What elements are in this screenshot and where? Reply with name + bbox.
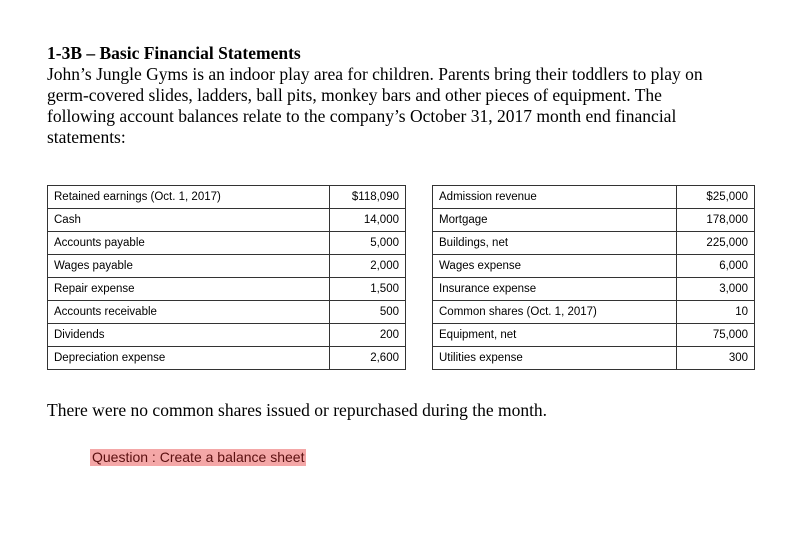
intro-line: following account balances relate to the company’s October 31, 2017 month end financial <box>47 106 677 126</box>
account-balance: 3,000 <box>677 278 755 301</box>
table-row <box>48 209 406 232</box>
problem-intro <box>47 64 767 148</box>
intro-line: John’s Jungle Gyms is an indoor play area for children. Parents bring their toddlers to play on <box>47 64 703 84</box>
problem-title: 1-3B – Basic Financial Statements <box>47 43 301 63</box>
account-balance: 14,000 <box>330 209 406 232</box>
account-balance: $118,090 <box>330 186 406 209</box>
account-name: Dividends <box>48 324 330 347</box>
intro-line: statements: <box>47 127 126 147</box>
table-row <box>433 232 755 255</box>
account-balances-table-right <box>432 185 755 370</box>
account-balance: 300 <box>677 347 755 370</box>
account-name: Insurance expense <box>433 278 677 301</box>
account-balance: 10 <box>677 301 755 324</box>
account-balance: $25,000 <box>677 186 755 209</box>
table-row <box>48 232 406 255</box>
table-row <box>433 301 755 324</box>
table-row <box>48 301 406 324</box>
table-row <box>433 209 755 232</box>
account-name: Cash <box>48 209 330 232</box>
table-row <box>48 324 406 347</box>
table-row <box>433 347 755 370</box>
account-name: Mortgage <box>433 209 677 232</box>
account-name: Repair expense <box>48 278 330 301</box>
table-row <box>433 255 755 278</box>
account-balance: 5,000 <box>330 232 406 255</box>
account-name: Buildings, net <box>433 232 677 255</box>
intro-line: germ-covered slides, ladders, ball pits, monkey bars and other pieces of equipment. The <box>47 85 662 105</box>
account-name: Accounts payable <box>48 232 330 255</box>
account-name: Retained earnings (Oct. 1, 2017) <box>48 186 330 209</box>
table-row <box>433 324 755 347</box>
account-balance: 500 <box>330 301 406 324</box>
account-name: Accounts receivable <box>48 301 330 324</box>
account-balance: 225,000 <box>677 232 755 255</box>
account-name: Common shares (Oct. 1, 2017) <box>433 301 677 324</box>
account-balance: 2,600 <box>330 347 406 370</box>
account-name: Equipment, net <box>433 324 677 347</box>
account-balance: 1,500 <box>330 278 406 301</box>
account-name: Utilities expense <box>433 347 677 370</box>
account-name: Wages payable <box>48 255 330 278</box>
account-balance: 2,000 <box>330 255 406 278</box>
table-row <box>433 278 755 301</box>
table-row <box>48 186 406 209</box>
question-highlight: Question : Create a balance sheet <box>92 449 305 465</box>
table-row <box>48 255 406 278</box>
account-name: Depreciation expense <box>48 347 330 370</box>
account-balances-table-left <box>47 185 406 370</box>
account-name: Wages expense <box>433 255 677 278</box>
table-row <box>433 186 755 209</box>
table-row <box>48 347 406 370</box>
account-balance: 75,000 <box>677 324 755 347</box>
account-balance: 200 <box>330 324 406 347</box>
account-balance: 178,000 <box>677 209 755 232</box>
table-row <box>48 278 406 301</box>
account-balance: 6,000 <box>677 255 755 278</box>
account-name: Admission revenue <box>433 186 677 209</box>
shares-note: There were no common shares issued or repurchased during the month. <box>47 400 548 420</box>
